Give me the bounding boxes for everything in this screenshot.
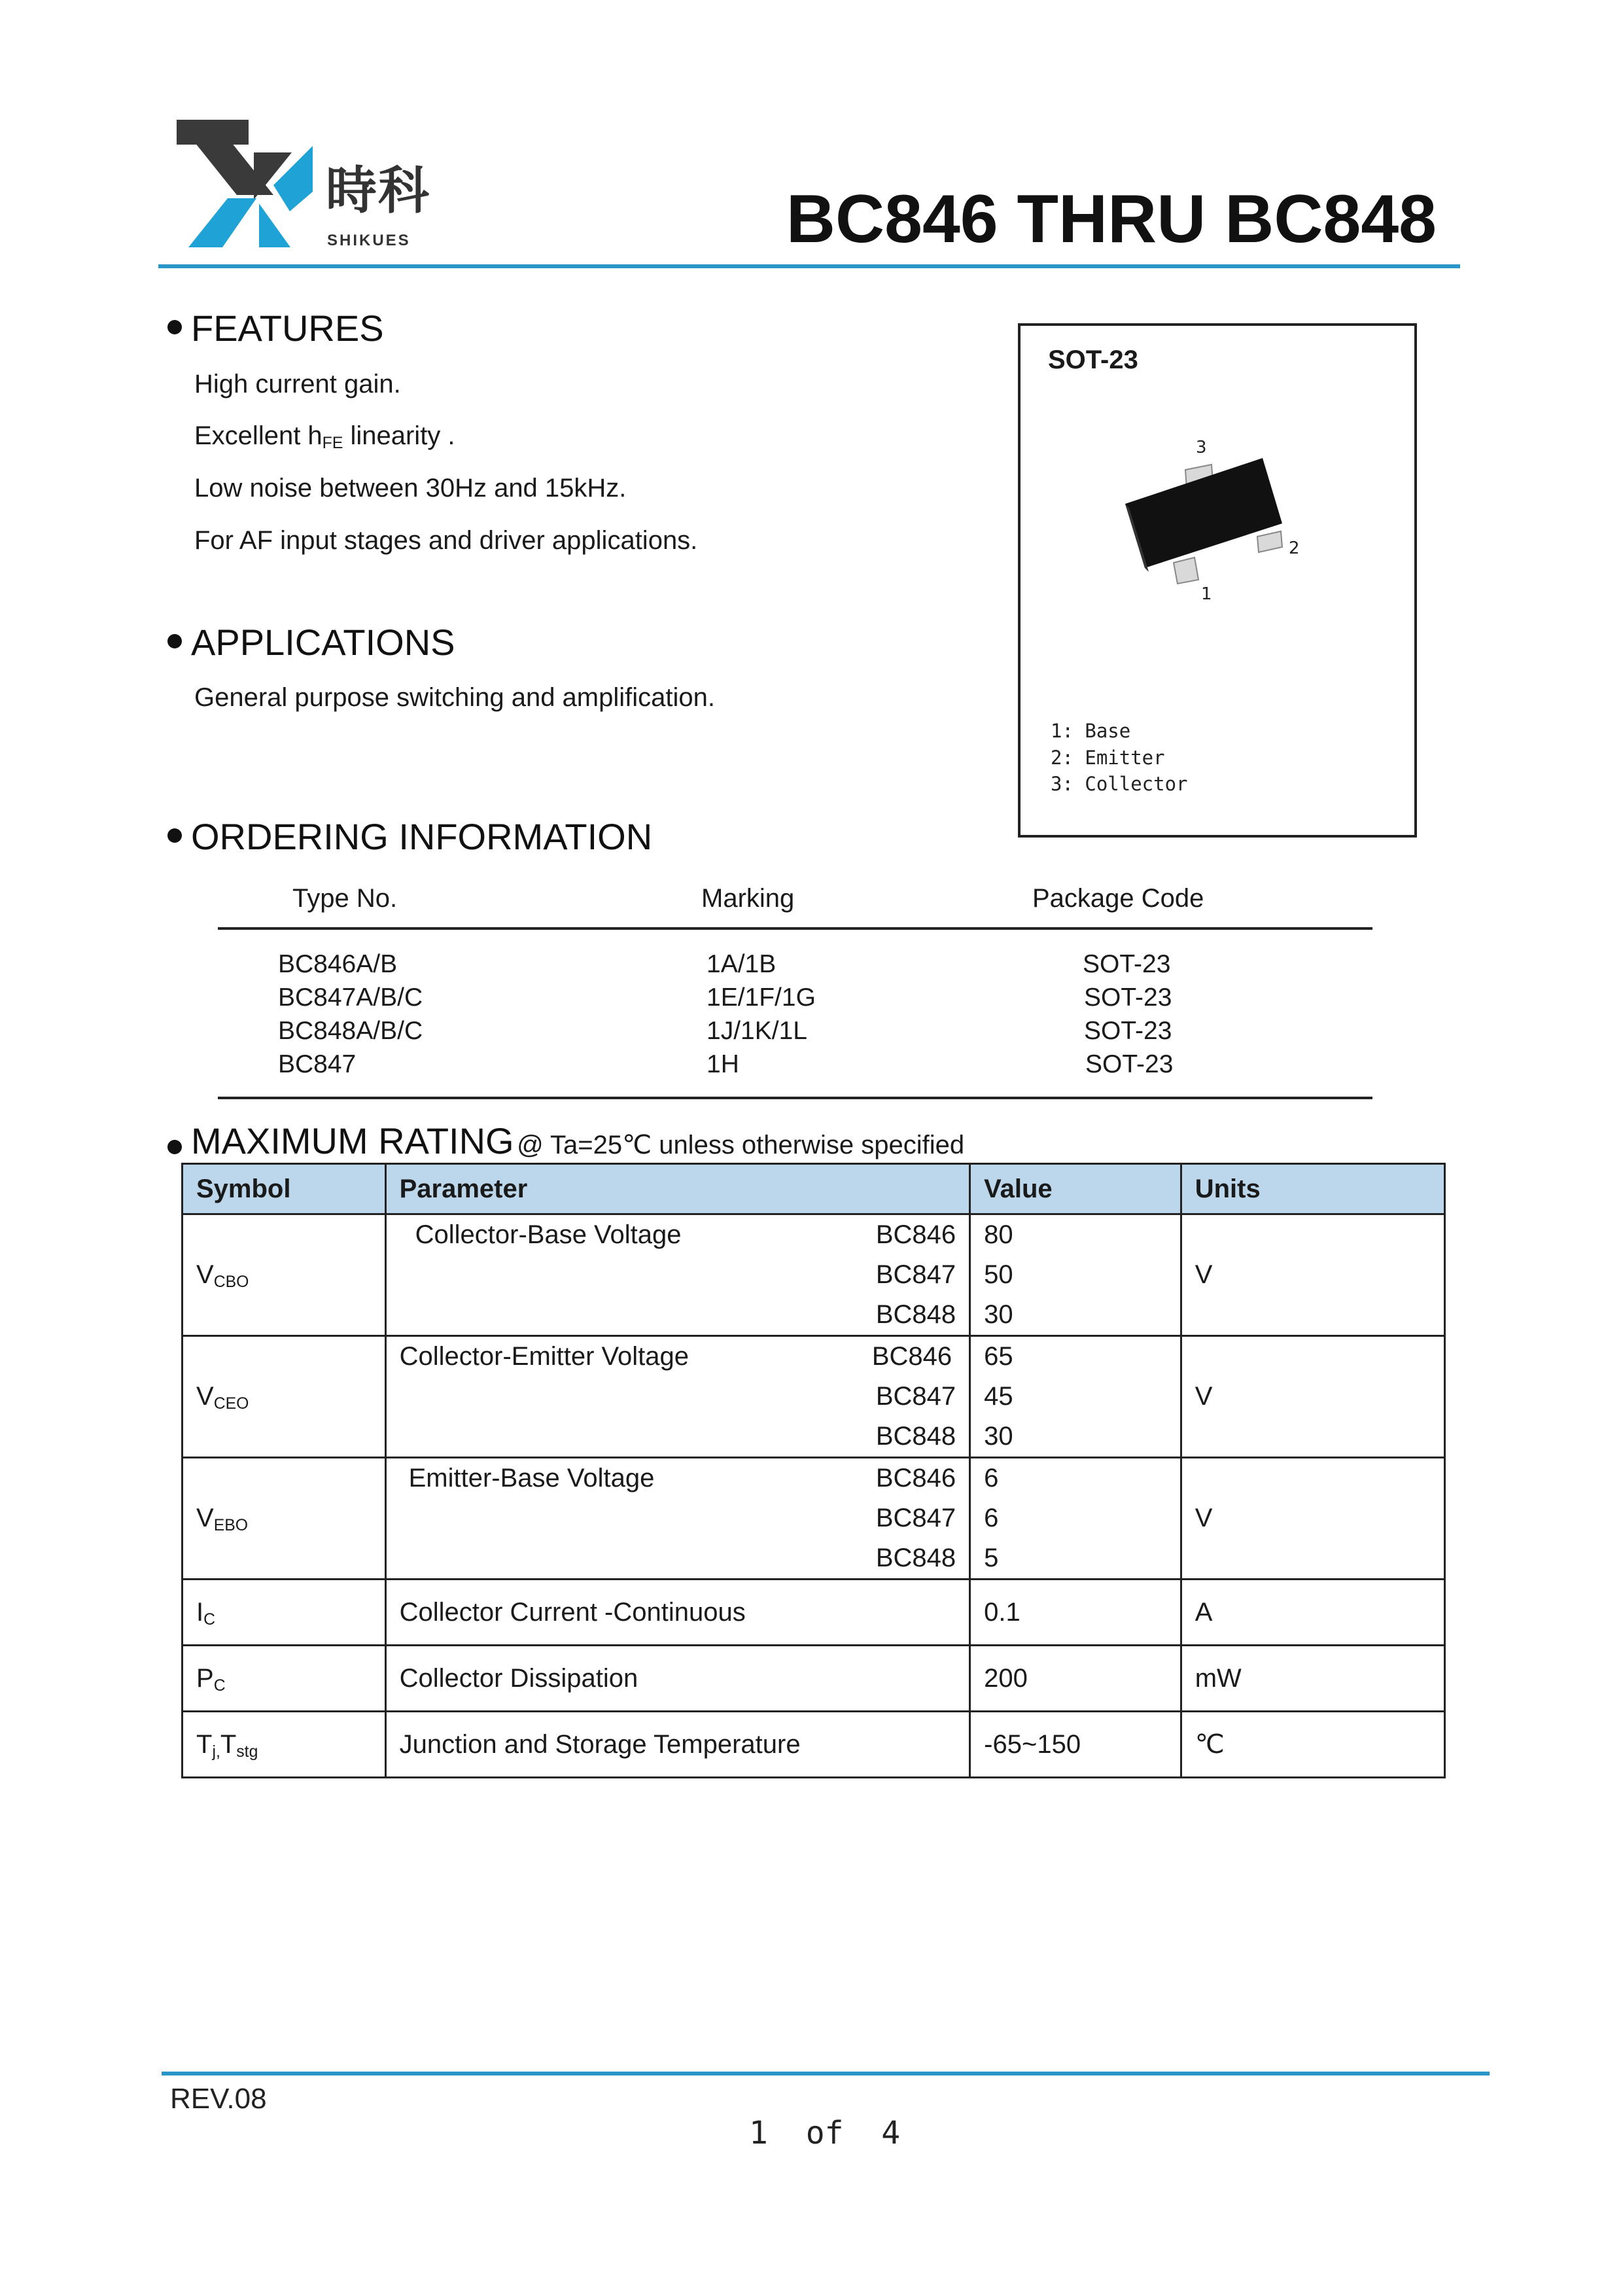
page-number: 1 of 4 xyxy=(749,2115,901,2151)
ordering-col-header: Type No. xyxy=(292,884,398,913)
header-divider xyxy=(158,264,1460,268)
value-cell: 65 45 30 xyxy=(970,1336,1181,1458)
ratings-col-header: Value xyxy=(970,1164,1181,1214)
ratings-col-header: Units xyxy=(1181,1164,1444,1214)
value-cell: 0.1 xyxy=(970,1580,1181,1646)
ordering-type: BC848A/B/C xyxy=(278,1017,423,1045)
pin-description: 3: Collector xyxy=(1051,773,1188,795)
device-name: BC847 xyxy=(875,1260,956,1289)
feature-item: For AF input stages and driver applications. xyxy=(194,526,698,555)
value-cell: -65~150 xyxy=(970,1712,1181,1778)
bullet-icon xyxy=(167,634,182,648)
bullet-icon xyxy=(167,320,182,334)
parameter-cell xyxy=(385,1458,970,1580)
ordering-type: BC847 xyxy=(278,1050,357,1078)
symbol-cell: $V_{EBO}$ xyxy=(183,1458,386,1580)
value-cell: 200 xyxy=(970,1646,1181,1712)
device-name: BC846 xyxy=(875,1220,956,1249)
table-row xyxy=(183,1214,1445,1336)
bullet-icon xyxy=(167,1140,182,1154)
sot23-package-drawing xyxy=(1106,432,1328,609)
device-name: BC848 xyxy=(875,1300,956,1329)
parameter-cell: Junction and Storage Temperature xyxy=(385,1712,970,1778)
ordering-bottom-rule xyxy=(218,1097,1372,1099)
feature-item: Excellent $h_{FE}$ linearity . xyxy=(194,421,455,453)
parameter-cell xyxy=(385,1214,970,1336)
device-name: BC848 xyxy=(875,1422,956,1451)
ordering-package: SOT-23 xyxy=(1084,983,1172,1012)
applications-heading: APPLICATIONS xyxy=(167,624,455,661)
device-name: BC848 xyxy=(875,1544,956,1572)
value-cell: 80 50 30 xyxy=(970,1214,1181,1336)
brand-name-en: SHIKUES xyxy=(327,232,411,249)
brand-name-cn: 時科 xyxy=(326,162,431,219)
ordering-marking: 1E/1F/1G xyxy=(707,983,816,1012)
parameter-cell: Collector Current -Continuous xyxy=(385,1580,970,1646)
parameter-name: Collector-Base Voltage xyxy=(415,1220,682,1249)
symbol-cell: $V_{CEO}$ xyxy=(183,1336,386,1458)
feature-item: Low noise between 30Hz and 15kHz. xyxy=(194,474,627,503)
unit-cell: V xyxy=(1181,1336,1444,1458)
symbol-cell: $V_{CBO}$ xyxy=(183,1214,386,1336)
pin-description: 2: Emitter xyxy=(1051,747,1165,769)
pin-number: 1 xyxy=(1201,584,1212,604)
table-row xyxy=(183,1712,1445,1778)
ratings-col-header: Parameter xyxy=(385,1164,970,1214)
symbol-cell: $T_{j,}T_{stg}$ xyxy=(183,1712,386,1778)
symbol-cell: $P_C$ xyxy=(183,1646,386,1712)
feature-item: High current gain. xyxy=(194,370,401,398)
table-row xyxy=(183,1580,1445,1646)
unit-cell: A xyxy=(1181,1580,1444,1646)
revision-label: REV.08 xyxy=(170,2083,267,2115)
ordering-package: SOT-23 xyxy=(1085,1050,1174,1078)
table-row xyxy=(183,1336,1445,1458)
device-name: BC847 xyxy=(875,1382,956,1411)
device-name: BC846 xyxy=(875,1464,956,1492)
footer-divider xyxy=(162,2072,1490,2075)
ordering-marking: 1A/1B xyxy=(707,950,777,978)
ordering-top-rule xyxy=(218,927,1372,930)
pin-number: 3 xyxy=(1196,438,1207,457)
ordering-heading: ORDERING INFORMATION xyxy=(167,819,652,855)
ratings-heading: MAXIMUM RATING @ Ta=25℃ unless otherwise specified xyxy=(167,1123,964,1159)
document-title: BC846 THRU BC848 xyxy=(786,181,1437,257)
unit-cell: ℃ xyxy=(1181,1712,1444,1778)
pin-number: 2 xyxy=(1289,539,1300,558)
table-row xyxy=(183,1458,1445,1580)
ordering-col-header: Package Code xyxy=(1032,884,1204,913)
symbol-cell: $I_C$ xyxy=(183,1580,386,1646)
ordering-package: SOT-23 xyxy=(1083,950,1171,978)
parameter-cell xyxy=(385,1336,970,1458)
device-name: BC846 xyxy=(871,1342,952,1371)
features-heading: FEATURES xyxy=(167,310,384,347)
applications-text: General purpose switching and amplification. xyxy=(194,683,715,712)
ordering-marking: 1H xyxy=(707,1050,739,1078)
parameter-name: Emitter-Base Voltage xyxy=(408,1464,655,1492)
unit-cell: V xyxy=(1181,1458,1444,1580)
pin-description: 1: Base xyxy=(1051,720,1131,742)
bullet-icon xyxy=(167,828,182,843)
parameter-cell: Collector Dissipation xyxy=(385,1646,970,1712)
ratings-col-header: Symbol xyxy=(183,1164,386,1214)
ordering-package: SOT-23 xyxy=(1084,1017,1172,1045)
parameter-name: Collector-Emitter Voltage xyxy=(399,1342,689,1371)
ordering-type: BC846A/B xyxy=(278,950,398,978)
ratings-table xyxy=(181,1163,1446,1778)
value-cell: 6 6 5 xyxy=(970,1458,1181,1580)
unit-cell: V xyxy=(1181,1214,1444,1336)
unit-cell: mW xyxy=(1181,1646,1444,1712)
package-name: SOT-23 xyxy=(1048,345,1138,374)
ordering-type: BC847A/B/C xyxy=(278,983,423,1012)
ordering-col-header: Marking xyxy=(701,884,795,913)
ordering-marking: 1J/1K/1L xyxy=(707,1017,807,1045)
shikues-logo xyxy=(175,120,313,251)
device-name: BC847 xyxy=(875,1504,956,1532)
table-row xyxy=(183,1646,1445,1712)
